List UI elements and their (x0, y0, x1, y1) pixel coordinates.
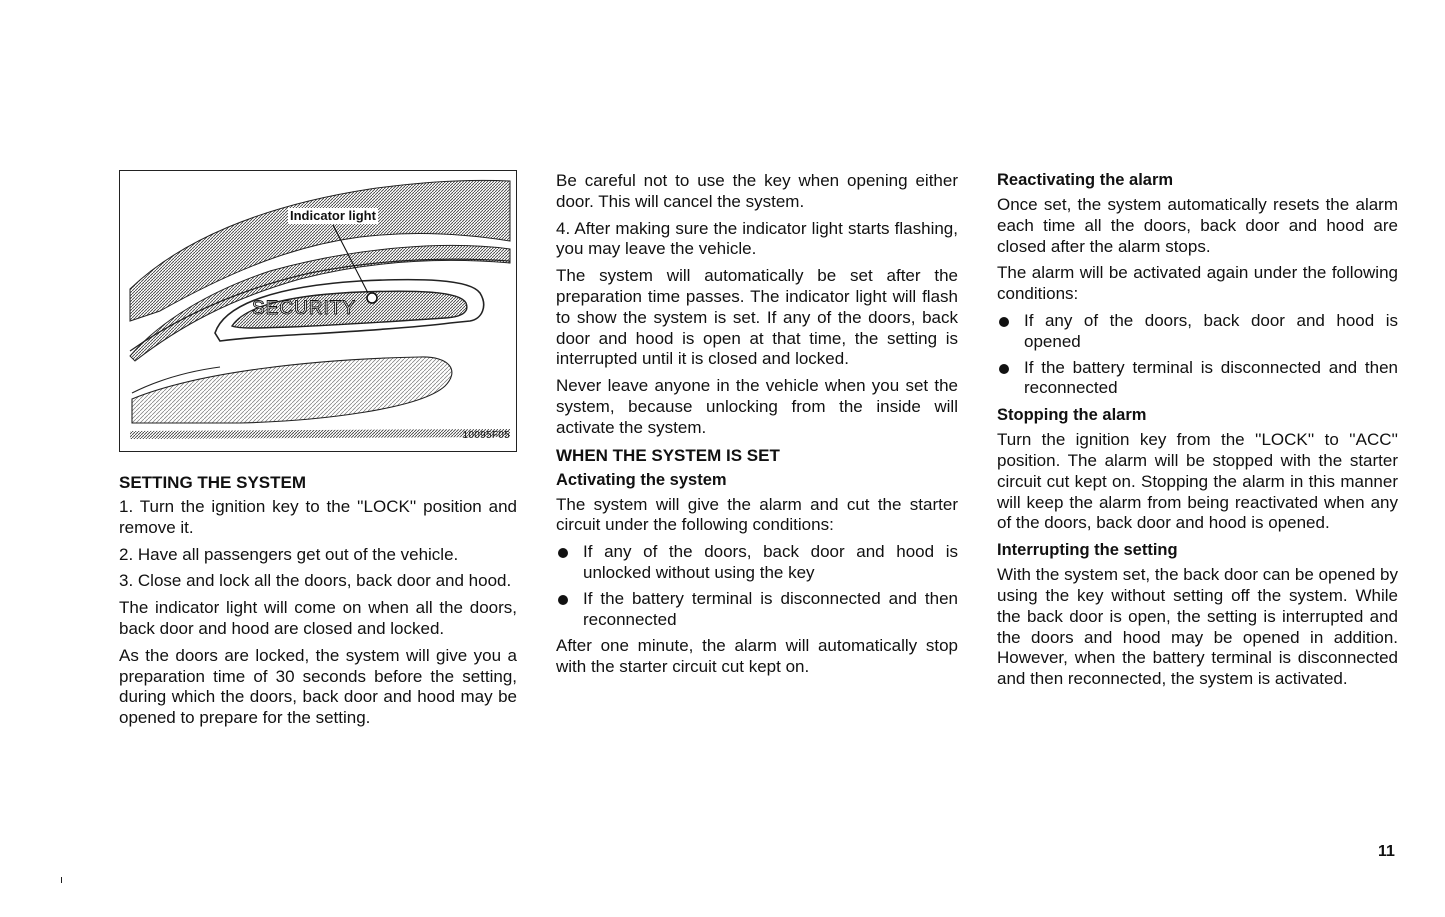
when-set-heading: WHEN THE SYSTEM IS SET (556, 445, 780, 465)
reactivating-subheading: Reactivating the alarm (997, 171, 1174, 189)
indicator-light-figure (119, 170, 517, 452)
step-4: 4. After making sure the indicator light starts flashing, you may leave the vehicle. (556, 218, 958, 259)
bullet-icon (558, 595, 568, 605)
stopping-paragraph: Turn the ignition key from the ''LOCK'' to ''ACC'' position. The alarm will be stopped with the starter circuit cut kept on. Stopping the alarm in this manner will keep the alarm from being reactivated when any of the doors, back door and hood is opened. (997, 430, 1398, 533)
page-number: 11 (1378, 843, 1395, 860)
activating-intro: The system will give the alarm and cut the starter circuit under the following conditions: (556, 494, 958, 535)
security-button-text: SECURITY (252, 298, 357, 319)
list-item: If any of the doors, back door and hood is unlocked without using the key (556, 542, 958, 584)
reactivating-paragraph: Once set, the system automatically resets the alarm each time all the doors, back door and hood are closed after the alarm stops. (997, 195, 1398, 256)
indicator-paragraph: The indicator light will come on when all the doors, back door and hood are closed and locked. (119, 598, 517, 638)
conditions-intro: The alarm will be activated again under the following conditions: (997, 263, 1398, 304)
step-1: 1. Turn the ignition key to the ''LOCK'' position and remove it. (119, 497, 517, 537)
indicator-light-callout: Indicator light (290, 208, 376, 223)
step-2: 2. Have all passengers get out of the vehicle. (119, 544, 459, 564)
interrupting-subheading: Interrupting the setting (997, 541, 1178, 560)
never-leave-paragraph: Never leave anyone in the vehicle when you set the system, because unlocking from the inside will activate the system. (556, 376, 958, 437)
column-1 (119, 170, 517, 735)
activating-conditions (556, 542, 958, 630)
list-item: If any of the doors, back door and hood is opened (997, 311, 1398, 353)
caution-paragraph: Be careful not to use the key when opening either door. This will cancel the system. (556, 171, 958, 211)
auto-stop-paragraph: After one minute, the alarm will automatically stop with the starter circuit cut kept on. (556, 636, 958, 677)
reactivation-conditions (997, 311, 1398, 399)
setting-system-heading: SETTING THE SYSTEM (119, 473, 307, 492)
bullet-icon (999, 364, 1009, 374)
interrupting-paragraph: With the system set, the back door can be opened by using the key without setting off the system. While the back door is open, the setting is interrupted and the doors and hood may be opened in addition. However, when the battery terminal is disconnected and then reconnected, the system is activated. (997, 565, 1398, 689)
bullet-icon (999, 317, 1009, 327)
figure-code: 10095F05 (462, 430, 510, 442)
bullet-icon (558, 548, 568, 558)
stopping-subheading: Stopping the alarm (997, 406, 1147, 425)
margin-mark: ı (60, 874, 64, 886)
list-item: If the battery terminal is disconnected and then reconnected (997, 358, 1398, 400)
list-item: If the battery terminal is disconnected and then reconnected (556, 589, 958, 631)
auto-set-paragraph: The system will automatically be set after the preparation time passes. The indicator light will flash to show the system is set. If any of the doors, back door and hood is open at that time, the setting is interrupted until it is closed and locked. (556, 266, 958, 369)
preparation-paragraph: As the doors are locked, the system will give you a preparation time of 30 seconds before the setting, during which the doors, back door and hood may be opened to prepare for the setting. (119, 645, 517, 728)
column-3 (997, 170, 1398, 696)
column-2 (556, 171, 958, 684)
step-3: 3. Close and lock all the doors, back door and hood. (119, 571, 512, 591)
activating-subheading: Activating the system (556, 470, 727, 489)
